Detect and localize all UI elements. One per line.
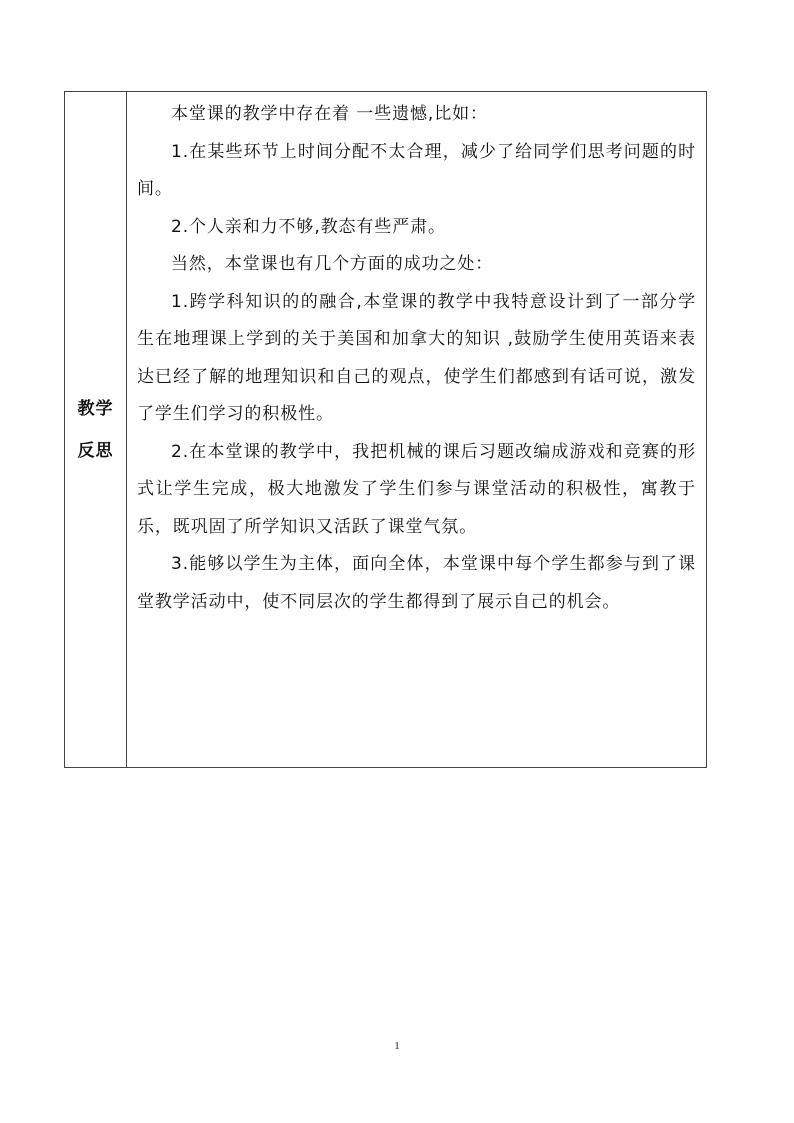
paragraph-success-1: 1.跨学科知识的的融合,本堂课的教学中我特意设计到了一部分学生在地理课上学到的关于美国和加拿大的知识 ,鼓励学生使用英语来表达已经了解的地理知识和自己的观点，使学生们都感到有话可说，激发了学生们学习的积极性。 <box>137 291 696 424</box>
row-label-cell <box>65 92 127 767</box>
reflection-content-cell <box>127 92 706 767</box>
paragraph-success-2: 2.在本堂课的教学中，我把机械的课后习题改编成游戏和竞赛的形式让学生完成，极大地激发了学生们参与课堂活动的积极性，寓教于乐，既巩固了所学知识又活跃了课堂气氛。 <box>137 441 696 537</box>
paragraph-success-3: 3.能够以学生为主体，面向全体，本堂课中每个学生都参与到了课堂教学活动中，使不同层次的学生都得到了展示自己的机会。 <box>137 554 696 612</box>
paragraph-regret-1: 1.在某些环节上时间分配不太合理，减少了给同学们思考问题的时间。 <box>137 141 696 199</box>
page-number: 1 <box>394 1040 400 1052</box>
row-label-line-2: 反思 <box>77 440 114 461</box>
paragraph-intro-regrets: 本堂课的教学中存在着 一些遗憾,比如： <box>171 104 488 124</box>
paragraph-regret-2: 2.个人亲和力不够,教态有些严肃。 <box>171 216 446 237</box>
reflection-table <box>64 91 707 768</box>
row-label-line-1: 教学 <box>77 398 114 419</box>
paragraph-intro-successes: 当然，本堂课也有几个方面的成功之处： <box>171 254 494 274</box>
